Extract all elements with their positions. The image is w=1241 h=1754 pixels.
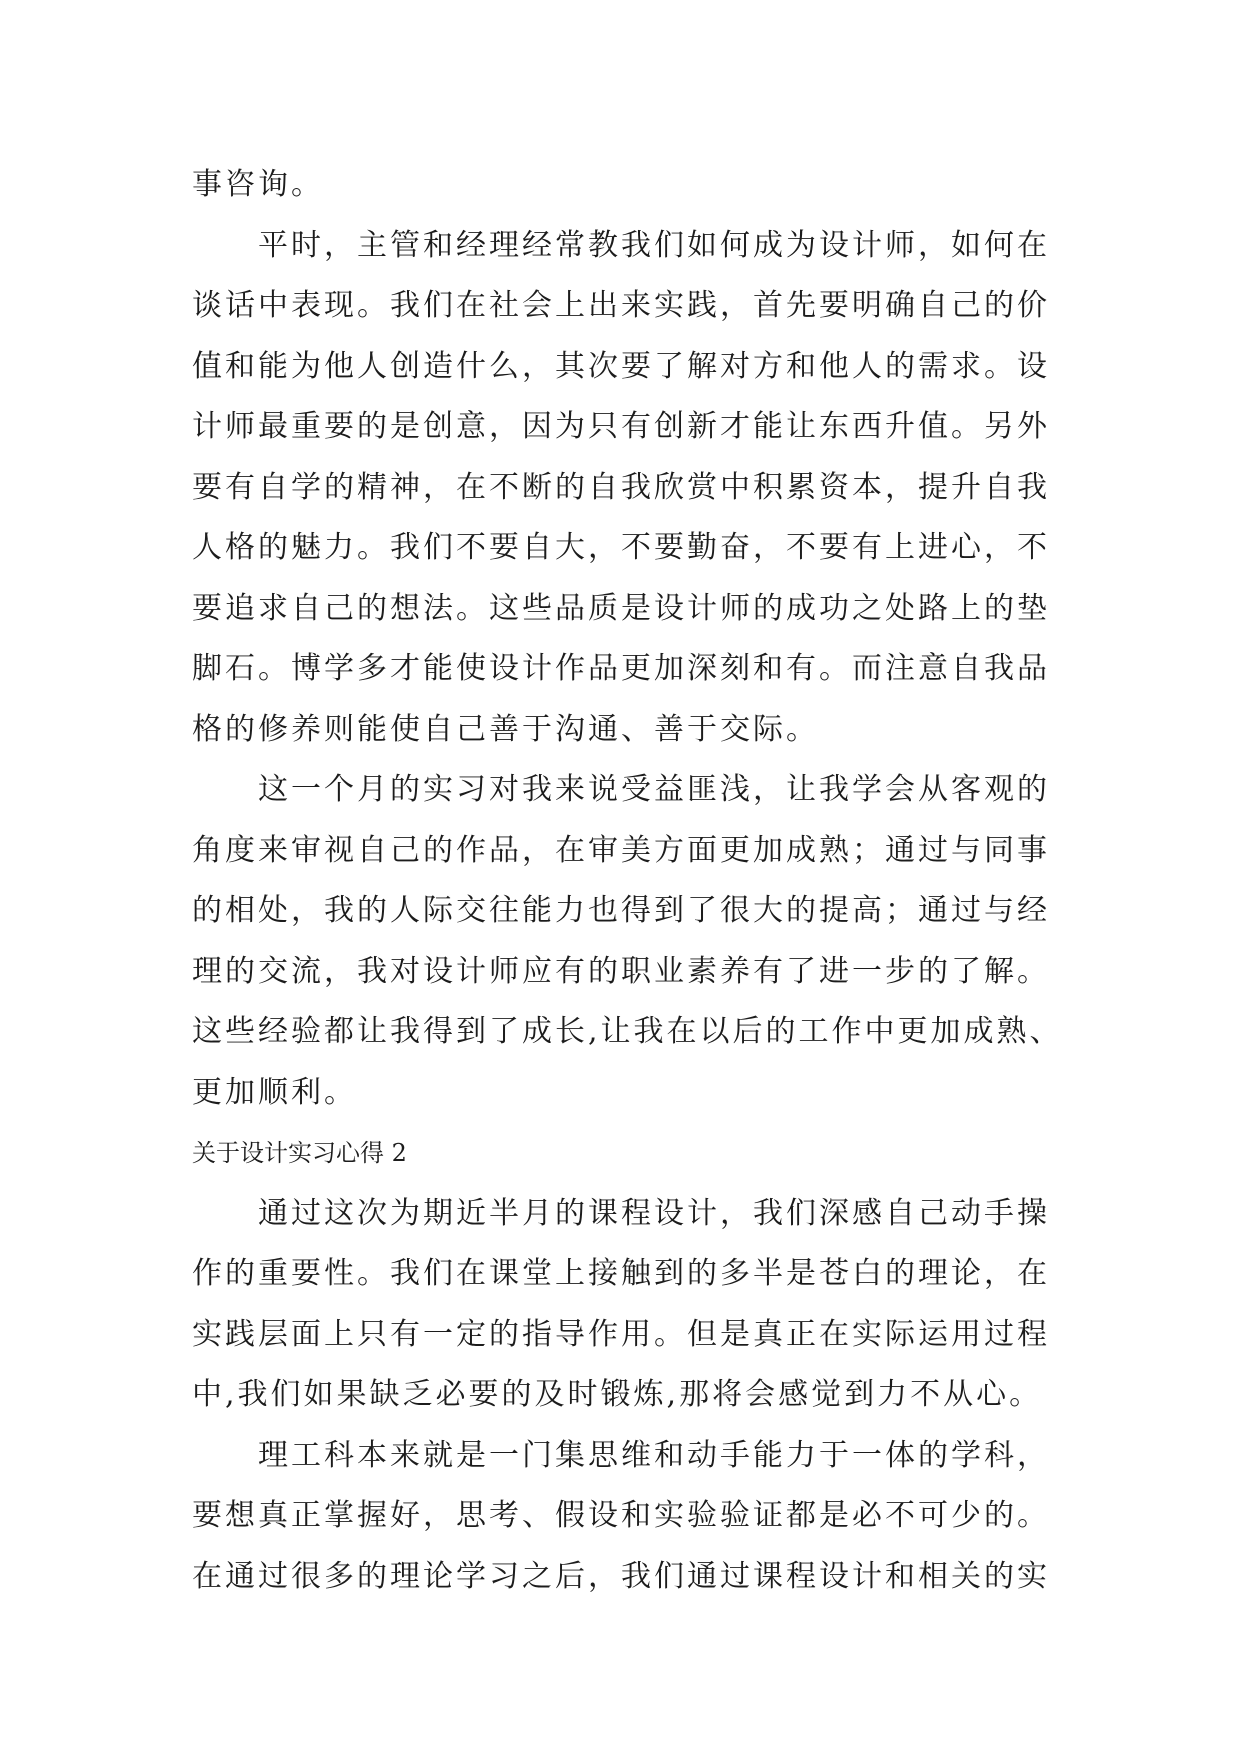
paragraph xyxy=(192,760,1072,1123)
section-heading xyxy=(192,1123,1072,1184)
paragraph xyxy=(192,216,1072,761)
paragraph-line: 角度来审视自己的作品，在审美方面更加成熟；通过与同事 xyxy=(192,832,1050,868)
paragraph-line: 计师最重要的是创意，因为只有创新才能让东西升值。另外 xyxy=(192,409,1050,444)
paragraph-line: 人格的魅力。我们不要自大，不要勤奋，不要有上进心，不 xyxy=(192,530,1050,565)
paragraph-line: 通过这次为期近半月的课程设计，我们深感自己动手操 xyxy=(258,1195,1050,1231)
paragraph-line: 值和能为他人创造什么，其次要了解对方和他人的需求。设 xyxy=(192,348,1050,384)
document-body xyxy=(192,155,1072,1607)
paragraph-line: 谈话中表现。我们在社会上出来实践，首先要明确自己的价 xyxy=(192,288,1050,323)
paragraph-line: 理的交流，我对设计师应有的职业素养有了进一步的了解。 xyxy=(192,953,1050,989)
paragraph-line: 要有自学的精神，在不断的自我欣赏中积累资本，提升自我 xyxy=(192,469,1050,505)
paragraph-line: 实践层面上只有一定的指导作用。但是真正在实际运用过程 xyxy=(192,1316,1050,1352)
paragraph-line: 中,我们如果缺乏必要的及时锻炼,那将会感觉到力不从心。 xyxy=(192,1377,1043,1412)
paragraph-line: 要追求自己的想法。这些品质是设计师的成功之处路上的垫 xyxy=(192,590,1050,626)
paragraph-line: 这一个月的实习对我来说受益匪浅，让我学会从客观的 xyxy=(258,772,1050,807)
paragraph-line: 更加顺利。 xyxy=(192,1074,357,1110)
paragraph-line: 作的重要性。我们在课堂上接触到的多半是苍白的理论，在 xyxy=(192,1256,1050,1291)
paragraph-line: 在通过很多的理论学习之后，我们通过课程设计和相关的实 xyxy=(192,1558,1050,1594)
paragraph-line: 格的修养则能使自己善于沟通、善于交际。 xyxy=(192,711,819,747)
paragraph-line: 这些经验都让我得到了成长,让我在以后的工作中更加成熟、 xyxy=(192,1014,1063,1049)
paragraph xyxy=(192,155,1072,216)
section-heading-text: 关于设计实习心得 2 xyxy=(192,1139,407,1167)
paragraph-line: 理工科本来就是一门集思维和动手能力于一体的学科， xyxy=(258,1437,1050,1473)
paragraph-line: 脚石。博学多才能使设计作品更加深刻和有。而注意自我品 xyxy=(192,651,1050,686)
paragraph-line: 要想真正掌握好，思考、假设和实验验证都是必不可少的。 xyxy=(192,1498,1050,1533)
paragraph xyxy=(192,1426,1072,1608)
paragraph xyxy=(192,1184,1072,1426)
paragraph-line: 的相处，我的人际交往能力也得到了很大的提高；通过与经 xyxy=(192,893,1050,928)
paragraph-line: 事咨询。 xyxy=(192,167,324,202)
paragraph-line: 平时，主管和经理经常教我们如何成为设计师，如何在 xyxy=(258,227,1050,263)
